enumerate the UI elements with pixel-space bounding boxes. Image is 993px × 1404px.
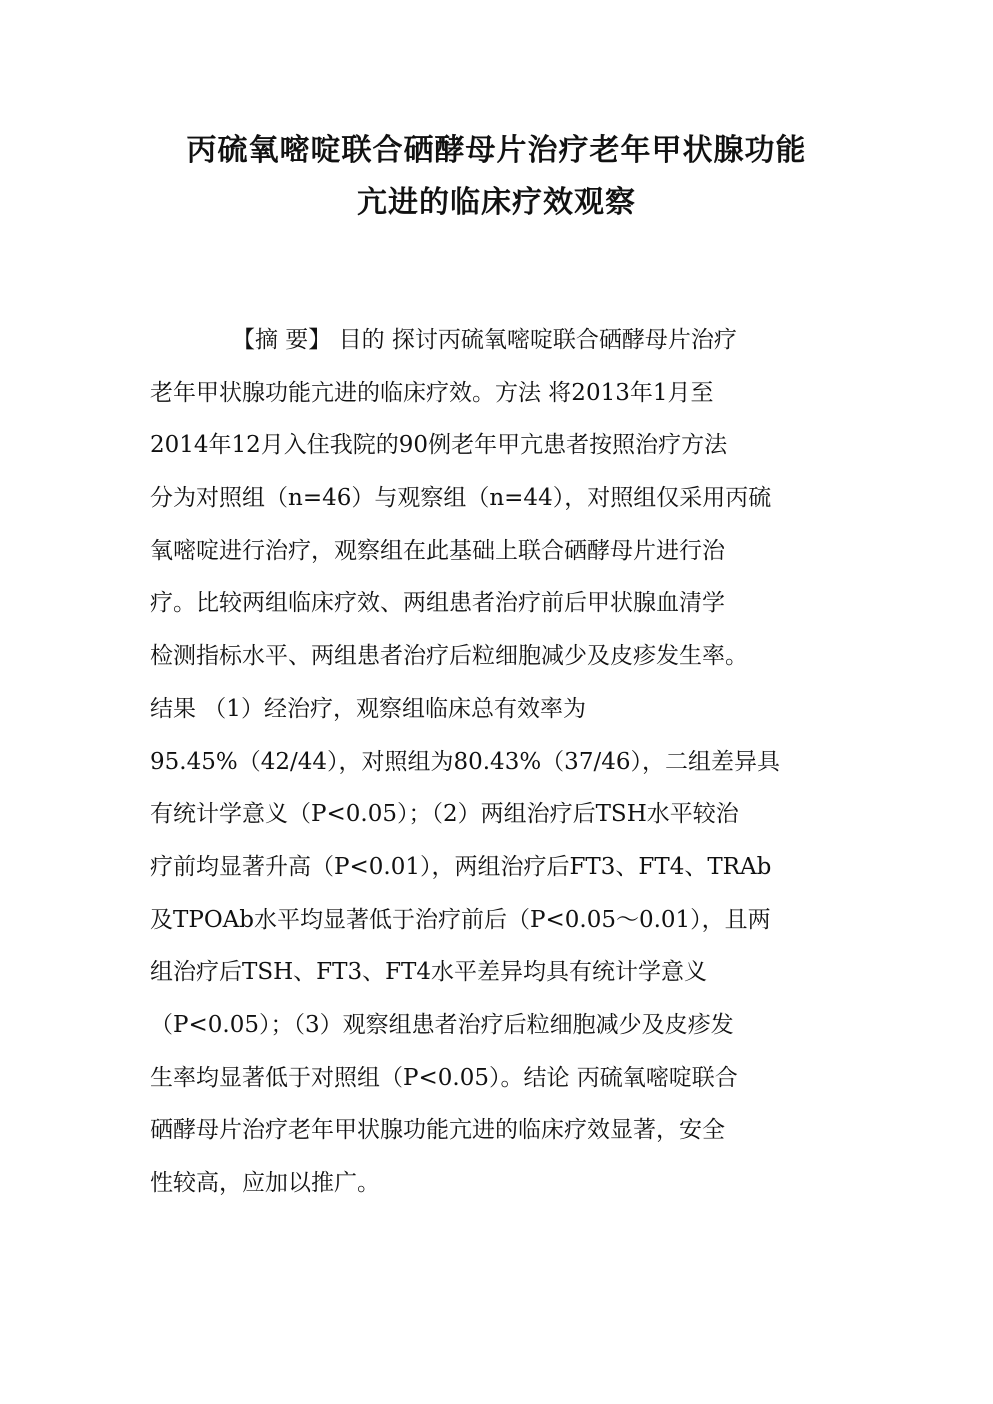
abstract-line: 2014年12月入住我院的90例老年甲亢患者按照治疗方法 [150,432,728,459]
abstract-line: 生率均显著低于对照组（P<0.05）。结论 丙硫氧嘧啶联合 [150,1064,738,1091]
abstract-line-text: 【摘 要】 目的 探讨丙硫氧嘧啶联合硒酵母片治疗 [232,327,737,353]
abstract-line: 氧嘧啶进行治疗，观察组在此基础上联合硒酵母片进行治 [150,537,725,564]
abstract-paragraph [150,314,850,1210]
abstract-line: 95.45%（42/44），对照组为80.43%（37/46），二组差异具 [150,748,780,775]
abstract-line: 疗。比较两组临床疗效、两组患者治疗前后甲状腺血清学 [150,590,725,617]
abstract-line: 有统计学意义（P<0.05）；（2）两组治疗后TSH水平较治 [150,801,739,828]
abstract-line: 及TPOAb水平均显著低于治疗前后（P<0.05～0.01），且两 [150,906,771,933]
abstract-line: 硒酵母片治疗老年甲状腺功能亢进的临床疗效显著，安全 [150,1117,725,1144]
abstract-line: 组治疗后TSH、FT3、FT4水平差异均具有统计学意义 [150,959,708,986]
document-title [100,125,893,229]
title-line-1: 丙硫氧嘧啶联合硒酵母片治疗老年甲状腺功能 [186,133,807,168]
abstract-line [150,314,850,367]
abstract-line: 性较高，应加以推广。 [150,1170,380,1196]
abstract-line: 检测指标水平、两组患者治疗后粒细胞减少及皮疹发生率。 [150,643,748,670]
abstract-line: 疗前均显著升高（P<0.01），两组治疗后FT3、FT4、TRAb [150,853,772,880]
abstract-line: （P<0.05）；（3）观察组患者治疗后粒细胞减少及皮疹发 [150,1011,734,1038]
title-line-2: 亢进的临床疗效观察 [357,185,636,220]
abstract-line: 结果 （1）经治疗，观察组临床总有效率为 [150,695,586,722]
abstract-line: 老年甲状腺功能亢进的临床疗效。方法 将2013年1月至 [150,379,714,406]
abstract-line: 分为对照组（n=46）与观察组（n=44），对照组仅采用丙硫 [150,485,772,512]
